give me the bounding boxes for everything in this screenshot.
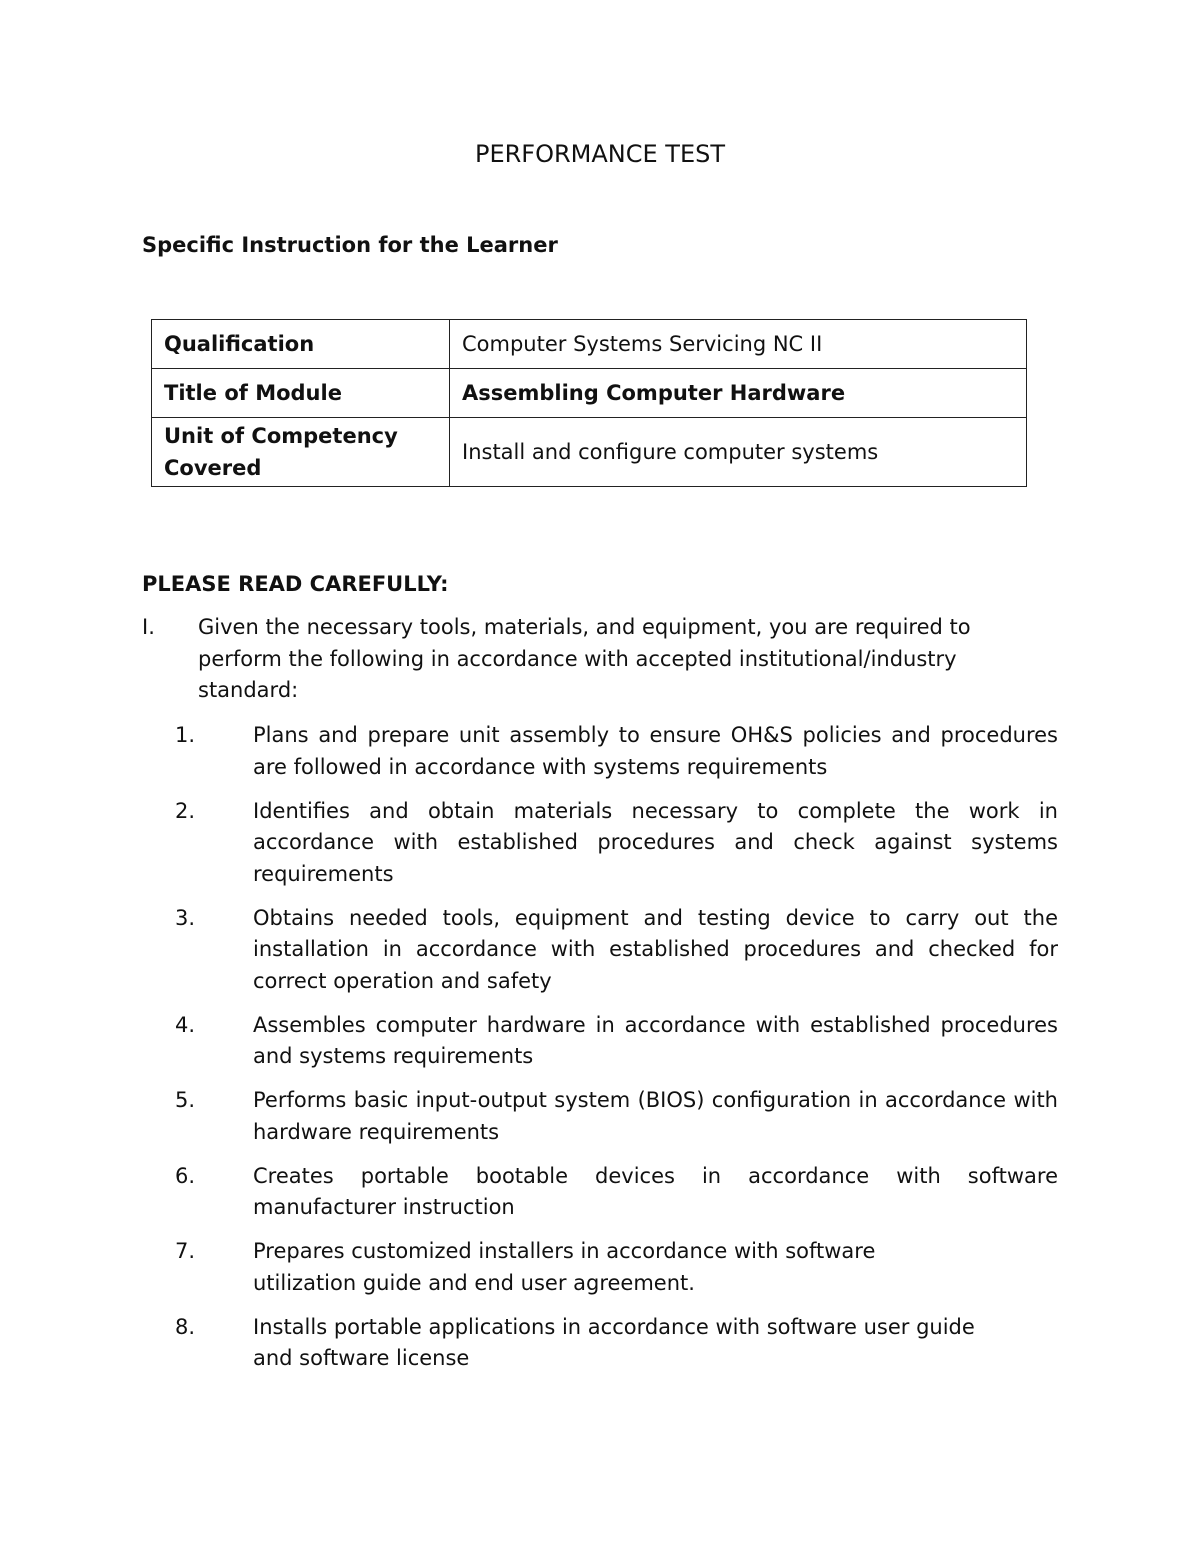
- qualification-value: Computer Systems Servicing NC II: [450, 320, 1027, 369]
- section-text: Given the necessary tools, materials, and equipment, you are required to perform the following in accordance with accepted institutional/industry standard:: [198, 615, 971, 702]
- item-number: 1.: [175, 723, 196, 747]
- item-text: Obtains needed tools, equipment and testing device to carry out the installation in accordance with established procedures and checked for correct operation and safety: [253, 905, 1058, 993]
- table-row: [152, 320, 1027, 369]
- item-number: 2.: [175, 798, 196, 823]
- list-item: [175, 903, 1058, 998]
- item-number: 8.: [175, 1314, 196, 1339]
- list-item: [175, 1312, 1058, 1375]
- competency-value: Install and configure computer systems: [450, 418, 1027, 487]
- item-number: 4.: [175, 1012, 196, 1037]
- item-text: Identifies and obtain materials necessary to complete the work in accordance with established procedures and check against systems requirements: [253, 798, 1058, 886]
- item-text: Installs portable applications in accordance with software user guide and software license: [253, 1314, 975, 1370]
- module-value: Assembling Computer Hardware: [450, 369, 1027, 418]
- item-text: Performs basic input-output system (BIOS) configuration in accordance with hardware requirements: [253, 1088, 1058, 1144]
- module-label: Title of Module: [152, 369, 450, 418]
- item-number: 5.: [175, 1088, 196, 1112]
- item-number: 3.: [175, 905, 196, 930]
- task-list: [175, 720, 1058, 1387]
- table-row: [152, 418, 1027, 487]
- page-title: PERFORMANCE TEST: [474, 140, 726, 168]
- section-i: [142, 612, 1042, 707]
- info-table: [151, 319, 1027, 487]
- item-number: 6.: [175, 1163, 196, 1188]
- item-number: 7.: [175, 1239, 196, 1263]
- competency-label: Unit of Competency Covered: [152, 418, 450, 487]
- list-item: [175, 1085, 1058, 1148]
- please-read-heading: PLEASE READ CAREFULLY:: [142, 572, 449, 596]
- list-item: [175, 720, 1058, 783]
- item-text: Creates portable bootable devices in accordance with software manufacturer instruction: [253, 1163, 1058, 1219]
- item-text: Assembles computer hardware in accordance with established procedures and systems requirements: [253, 1012, 1058, 1068]
- list-item: [175, 1010, 1058, 1073]
- item-text: Plans and prepare unit assembly to ensure OH&S policies and procedures are followed in accordance with systems requirements: [253, 723, 1058, 779]
- qualification-label: Qualification: [152, 320, 450, 369]
- list-item: [175, 796, 1058, 891]
- list-item: [175, 1236, 1058, 1299]
- subtitle: Specific Instruction for the Learner: [142, 233, 558, 257]
- table-row: [152, 369, 1027, 418]
- item-text: Prepares customized installers in accordance with software utilization guide and end user agreement.: [253, 1239, 876, 1295]
- section-number: I.: [142, 615, 155, 639]
- list-item: [175, 1161, 1058, 1224]
